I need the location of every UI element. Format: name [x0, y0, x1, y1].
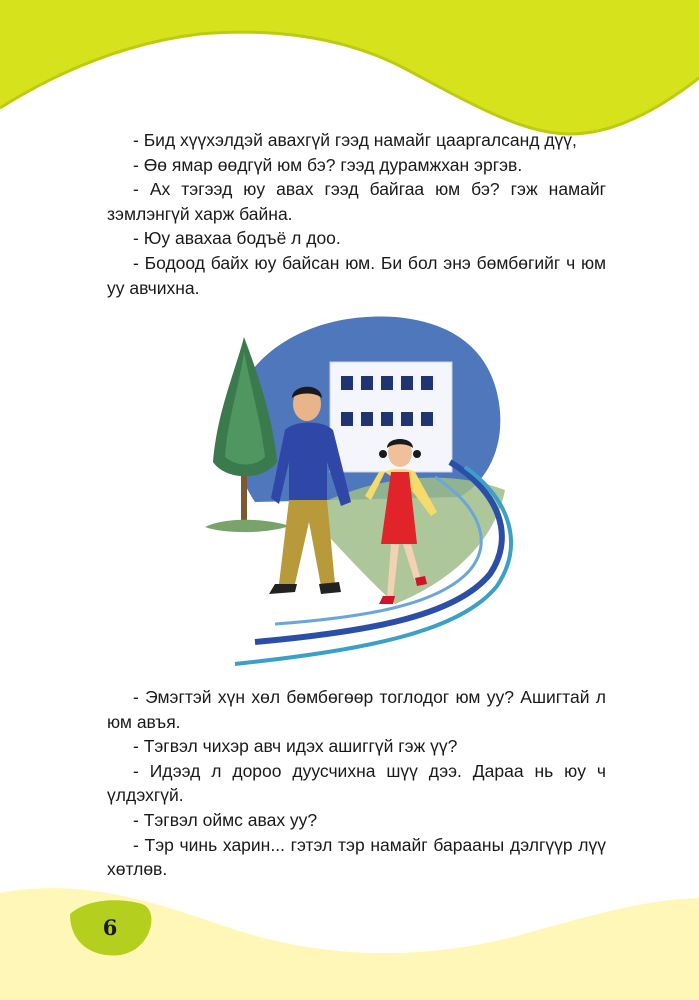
paragraph: - Бодоод байх юу байсан юм. Би бол энэ бөмбөгийг ч юм уу авчихна. [107, 252, 606, 298]
story-illustration [195, 312, 525, 682]
header-wave [0, 0, 699, 134]
paragraph: - Идээд л дороо дуусчихна шүү дээ. Дараа нь юу ч үлдэхгүй. [107, 760, 606, 806]
story-text-bottom [107, 685, 606, 882]
paragraph: - Ах тэгээд юу авах гээд байгаа юм бэ? гэж намайг зэмлэнгүй харж байна. [107, 179, 606, 224]
paragraph: - Юу авахаа бодъё л доо. [133, 228, 341, 249]
paragraph: - Өө ямар өөдгүй юм бэ? гээд дурамжхан эргэв. [133, 154, 523, 175]
page-number: 6 [102, 915, 118, 940]
paragraph: - Бид хүүхэлдэй авахгүй гээд намайг цааргалсанд дүү, [133, 130, 577, 150]
paragraph: - Тэгвэл чихэр авч идэх ашиггүй гэж үү? [133, 736, 458, 757]
story-text-top [107, 128, 606, 300]
paragraph: - Эмэгтэй хүн хөл бөмбөгөөр тоглодог юм уу? Ашигтай л юм авъя. [107, 687, 606, 732]
paragraph: - Тэгвэл оймс авах уу? [133, 809, 318, 830]
paragraph: - Тэр чинь харин... гэтэл тэр намайг барааны дэлгүүр лүү хөтлөв. [107, 834, 606, 880]
